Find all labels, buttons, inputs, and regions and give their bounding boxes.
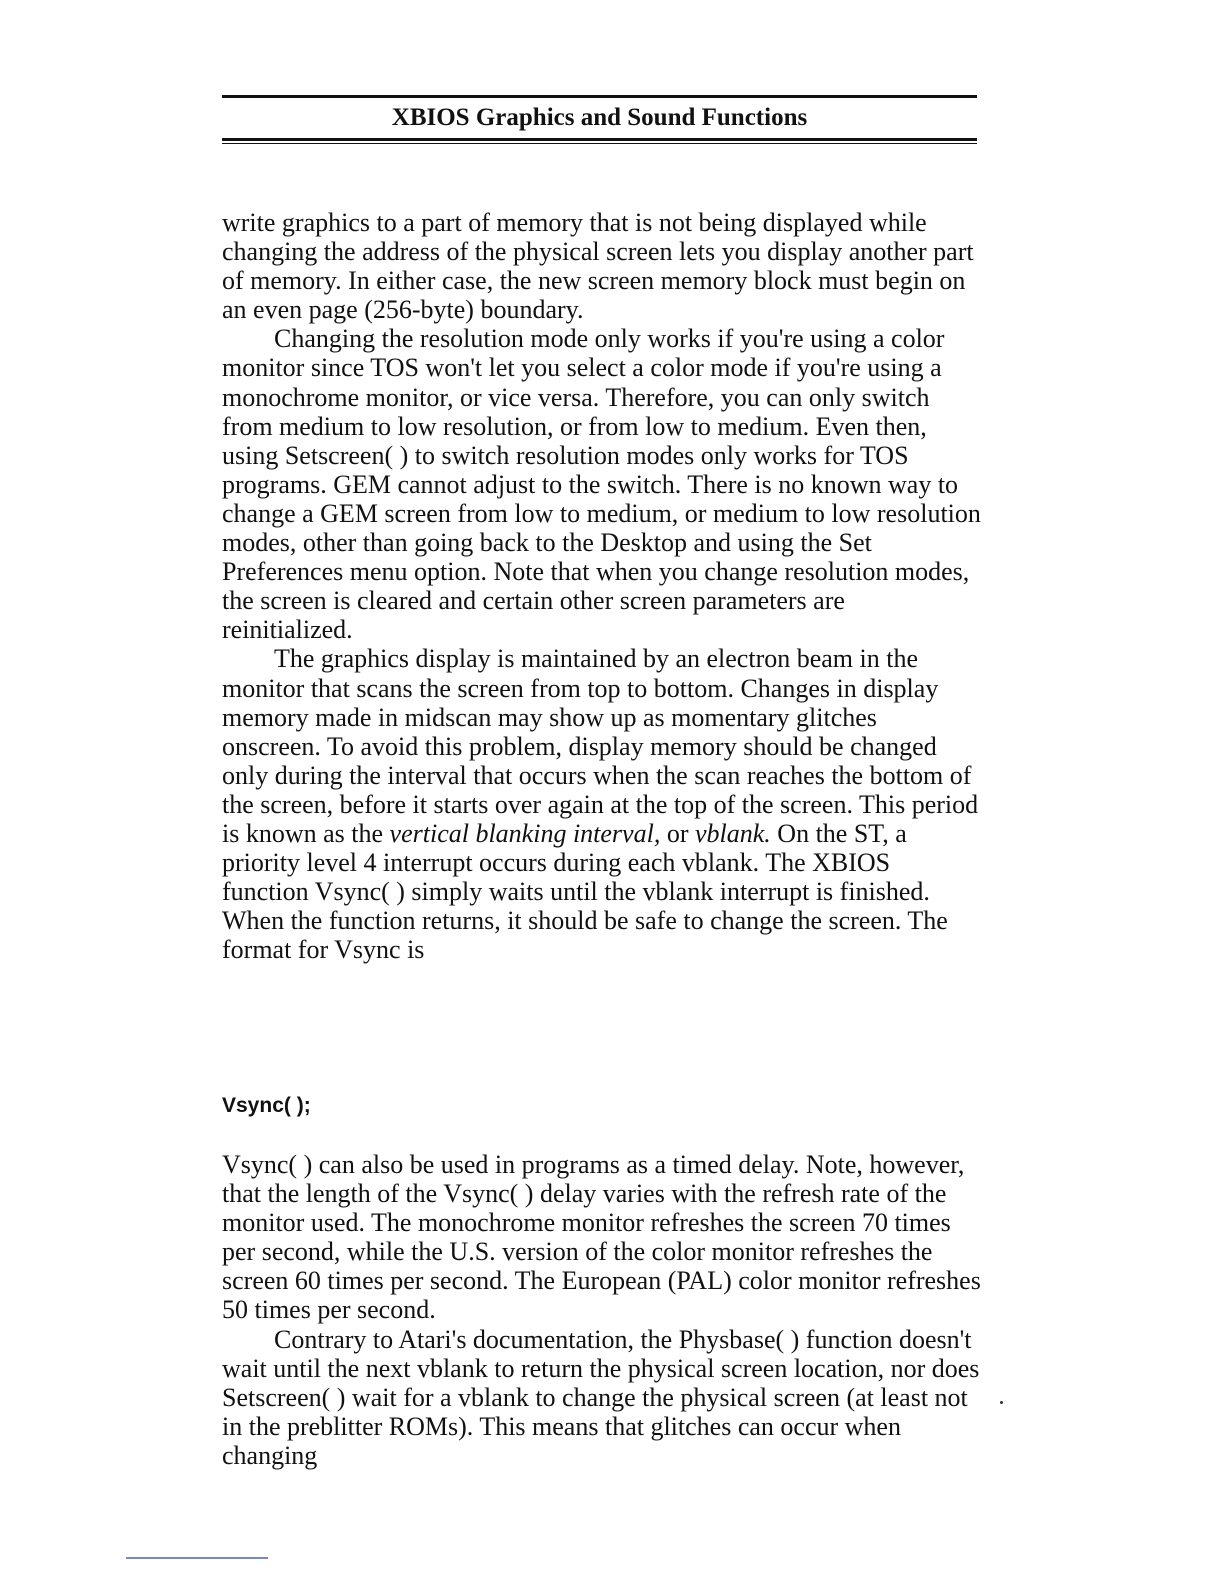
paragraph-4: Vsync( ) can also be used in programs as a timed delay. Note, however, that the length of the Vsync( ) delay varies with the refresh rate of the monitor used. The monochrome monitor refreshes the screen 70 times per second, while the U.S. version of the color monitor refreshes the screen 60 times per second. The European (PAL) color monitor refreshes 50 times per second. xyxy=(222,1150,981,1325)
paragraph-3-text-a: The graphics display is maintained by an electron beam in the monitor that scans the screen from top to bottom. Changes in display memory made in midscan may show up as momentary glitches onscreen. To avoid this problem, display memory should be changed only during the interval that occurs when the scan reaches the bottom of the screen, before it starts over again at the top of the screen. This period is known as the xyxy=(222,644,979,848)
body-text-upper xyxy=(222,208,982,964)
paragraph-2: Changing the resolution mode only works if you're using a color monitor since TOS won't let you select a color mode if you're using a monochrome monitor, or vice versa. Therefore, you can only switch from medium to low resolution, or from low to medium. Even then, using Setscreen( ) to switch resolution modes only works for TOS programs. GEM cannot adjust to the switch. There is no known way to change a GEM screen from low to medium, or medium to low resolution modes, other than going back to the Desktop and using the Set Preferences menu option. Note that when you change resolution modes, the screen is cleared and certain other screen parameters are reinitialized. xyxy=(222,324,981,645)
code-sample: Vsync( ); xyxy=(222,1094,311,1117)
paragraph-3-text-c: On the ST, a priority level 4 interrupt occurs during each vblank. The XBIOS function Vsync( ) simply waits until the vblank interrupt is finished. When the function returns, it should be safe to change the screen. The format for Vsync is xyxy=(222,818,948,965)
paragraph-3 xyxy=(222,644,982,964)
paragraph-3-emphasis-2: vblank. xyxy=(694,818,771,848)
paragraph-3-emphasis-1: vertical blanking interval, xyxy=(389,818,661,848)
paragraph-1: write graphics to a part of memory that is not being displayed while changing the address of the physical screen lets you display another part of memory. In either case, the new screen memory block must begin on an even page (256-byte) boundary. xyxy=(222,208,974,325)
footer-rule xyxy=(126,1557,268,1559)
header-top-rule xyxy=(222,95,977,98)
paragraph-5: Contrary to Atari's documentation, the Physbase( ) function doesn't wait until the next vblank to return the physical screen location, nor does Setscreen( ) wait for a vblank to change the physical screen (at least not in the preblitter ROMs). This means that glitches can occur when changing xyxy=(222,1324,980,1470)
body-text-lower xyxy=(222,1150,982,1470)
running-header xyxy=(222,95,977,144)
header-bottom-rule-thin xyxy=(222,143,977,144)
paragraph-3-text-b: or xyxy=(660,818,695,848)
header-title: XBIOS Graphics and Sound Functions xyxy=(391,104,808,131)
scan-artifact-dot xyxy=(1000,1401,1003,1404)
